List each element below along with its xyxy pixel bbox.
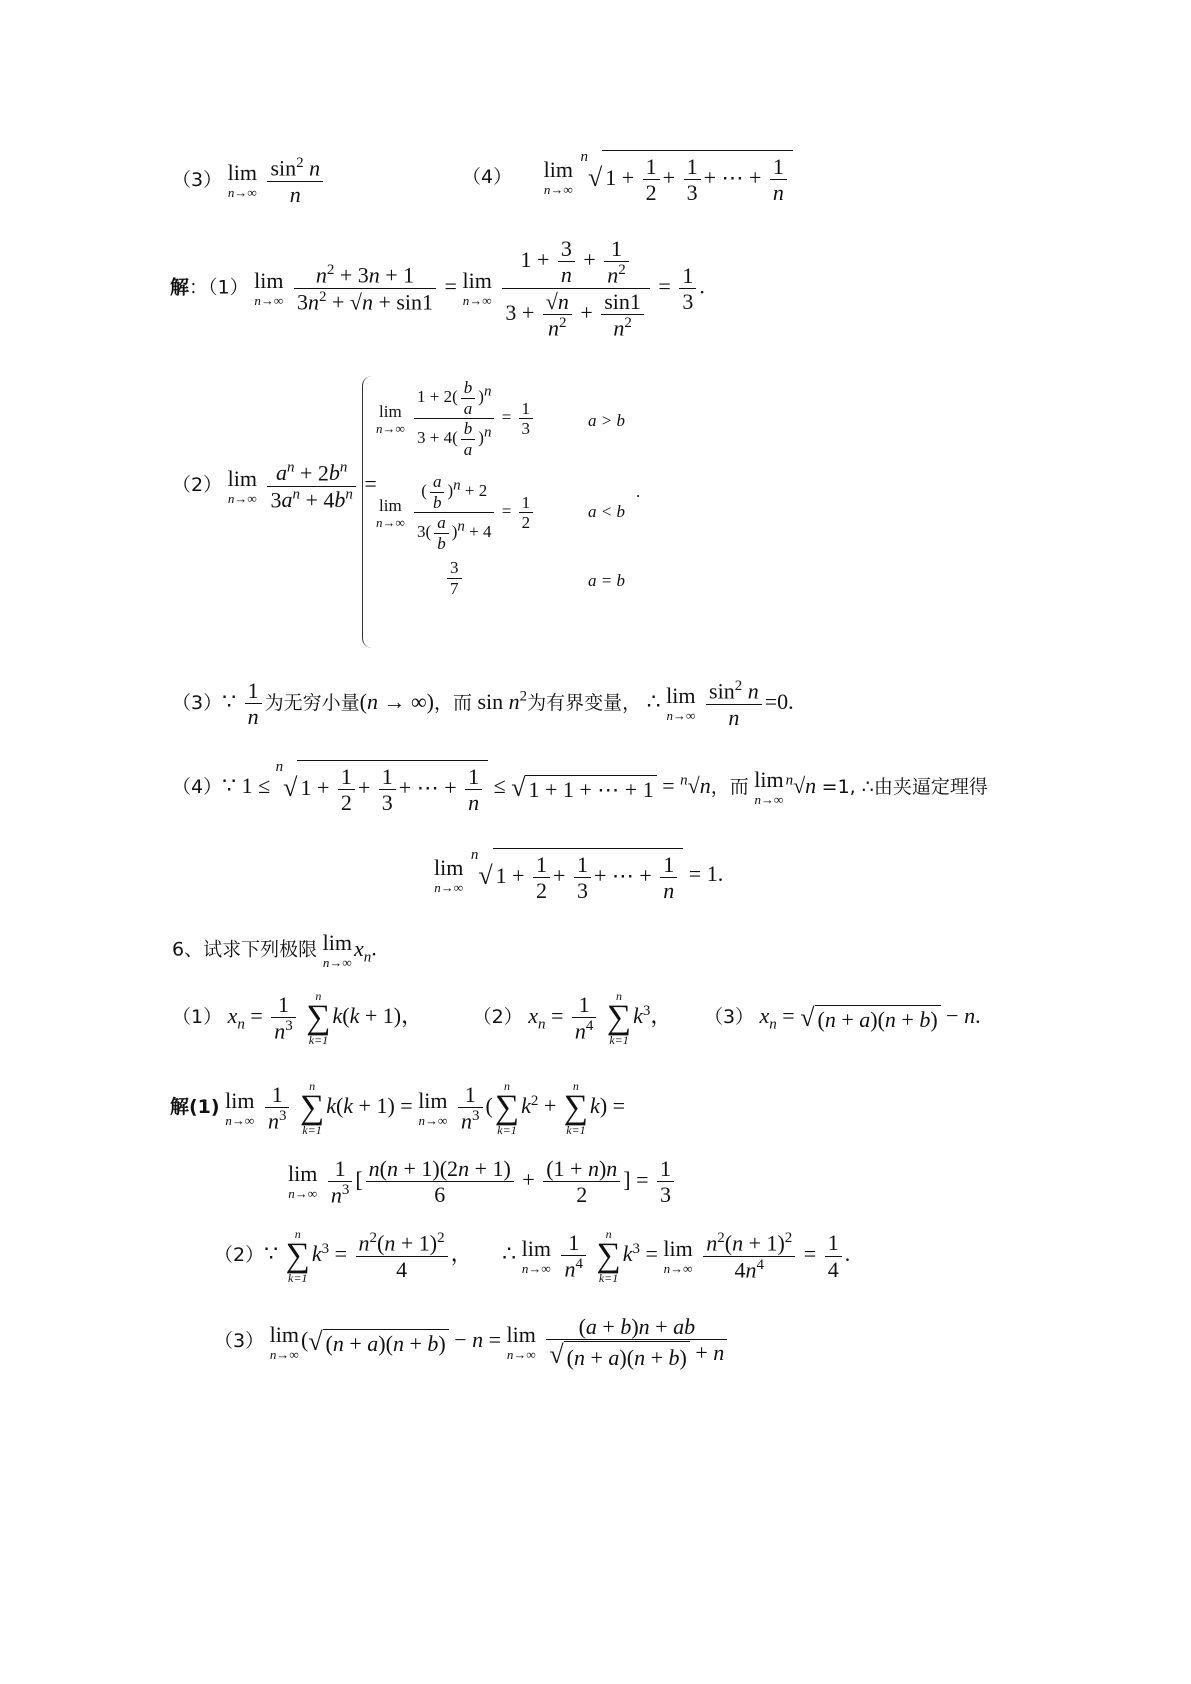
solution6-part1-cont: lim n→∞ $\frac{1}{n^3}$ [ $\frac{n(n + 1)(2n + 1)}{6}$ + $\frac{(1 + n)n}{2}$ ] = $\frac{1}{3}$ — [288, 1156, 677, 1208]
solution6-heading: 解(1) — [170, 1096, 220, 1119]
piecewise-case1: lim n→∞ 1 + 2( $\frac{b}{a}$ )$^n$ 3 + 4( $\frac{b}{a}$ )$^n$ = $\frac{1}{3}$ — [376, 378, 536, 459]
limit-operator: lim n→∞ — [254, 267, 284, 308]
case2-condition: a < b — [588, 502, 625, 521]
problem5-item3 — [172, 155, 326, 207]
limit-operator: lim n→∞ — [227, 160, 257, 201]
solution5-label3: （3） — [172, 692, 223, 715]
problem5-item3-label: （3） — [172, 169, 223, 192]
solution5-label1: （1） — [208, 276, 249, 299]
problem5-item4: （4） lim n→∞ $^n$√ 1 + $\frac{1}{2}$ + $\frac{1}{3}$ + ⋯ + $\frac{1}{n}$ — [462, 150, 793, 206]
piecewise-case3: $\frac{3}{7}$ — [444, 558, 465, 598]
radical: 1 + $\frac{1}{2}$ + $\frac{1}{3}$ + ⋯ + $\frac{1}{n}$ — [602, 150, 793, 206]
problem6-items: （1） $x_n$ = $\frac{1}{n^3}$ n ∑ k=1 k(k + 1)， （2） $x_n$ = $\frac{1}{n^4}$ n ∑ k=1 $k^3$， （3） $x_n$ = √ (n + a)(n + b) − n. — [172, 989, 981, 1048]
solution5-part4-conclusion: lim n→∞ $^n$√ 1 + $\frac{1}{2}$ + $\frac{1}{3}$ + ⋯ + $\frac{1}{n}$ = 1. — [434, 847, 724, 904]
problem5-item4-label: （4） — [462, 165, 513, 188]
solution5-part4: （4）∵ 1 ≤ $^n$√ 1 + $\frac{1}{2}$ + $\frac{1}{3}$ + ⋯ + $\frac{1}{n}$ ≤ √ 1 + 1 + ⋯ + 1 = $^n$√n，而 lim n→∞ $^n$√n =1, ∴由夹逼定理得 — [172, 759, 988, 816]
solution6-part3: （3） lim n→∞ (√ (n + a)(n + b) − n = lim n→∞ $\frac{(a + b)n + ab}{√ (n + a)(n + b) + n}$ — [214, 1314, 730, 1370]
problem6-label1: （1） — [172, 1006, 223, 1029]
case1-condition: a > b — [588, 411, 625, 430]
solution5-part2: （2） lim n→∞ $\frac{a^n + 2b^n}{3a^n + 4b^n}$ = — [172, 460, 377, 512]
case3-condition: a = b — [588, 571, 625, 590]
piecewise-brace — [362, 376, 377, 648]
solution6-part1: 解(1) lim n→∞ $\frac{1}{n^3}$ n ∑ k=1 k(k + 1) = lim n→∞ $\frac{1}{n^3}$ ( n ∑ k=1 $k^2$ + n ∑ k=1 k) = — [170, 1079, 626, 1138]
problem6-label2: （2） — [472, 1006, 523, 1029]
limit-operator: lim n→∞ — [543, 157, 573, 198]
solution5-part1: 解：（1） lim n→∞ $\frac{n^2 + 3n + 1}{3n^2 + √n + \sin 1}$ = lim n→∞ 1 + $\frac{3}{n}$ + $\frac{1}{n^2}$ 3 + $\frac{√n}{n^2}$ + $\frac{\sin 1}{n^2}$ = $\frac{1}{3}$ . — [170, 236, 705, 341]
solution5-label2: （2） — [172, 474, 223, 497]
solution5-label4: （4） — [172, 775, 223, 798]
piecewise-case2: lim n→∞ ( $\frac{a}{b}$ )$^n$ + 2 3( $\frac{a}{b}$ )$^n$ + 4 = $\frac{1}{2}$ — [376, 472, 536, 553]
solution6-label3: （3） — [214, 1330, 265, 1353]
solution5-part3: （3）∵ $\frac{1}{n}$ 为无穷小量(n → ∞)，而 $\sin n^2$为有界变量， ∴ lim n→∞ $\frac{\sin^2 n}{n}$ =0. — [172, 678, 794, 730]
fraction: $\frac{\sin^2 n}{n}$ — [267, 155, 323, 207]
problem6-title: 6、试求下列极限 lim n→∞ $x_n$. — [172, 930, 377, 970]
solution6-part2: （2）∵ n ∑ k=1 $k^3$ = $\frac{n^2(n + 1)^2}{4}$ ， ∴ lim n→∞ $\frac{1}{n^4}$ n ∑ k=1 $k^3$ = lim n→∞ $\frac{n^2(n + 1)^2}{4n^4}$ = $\frac{1}{4}$ . — [214, 1227, 851, 1286]
problem6-label3: （3） — [703, 1006, 755, 1029]
solution-heading: 解 — [170, 276, 190, 299]
solution6-label2: （2） — [214, 1244, 265, 1267]
